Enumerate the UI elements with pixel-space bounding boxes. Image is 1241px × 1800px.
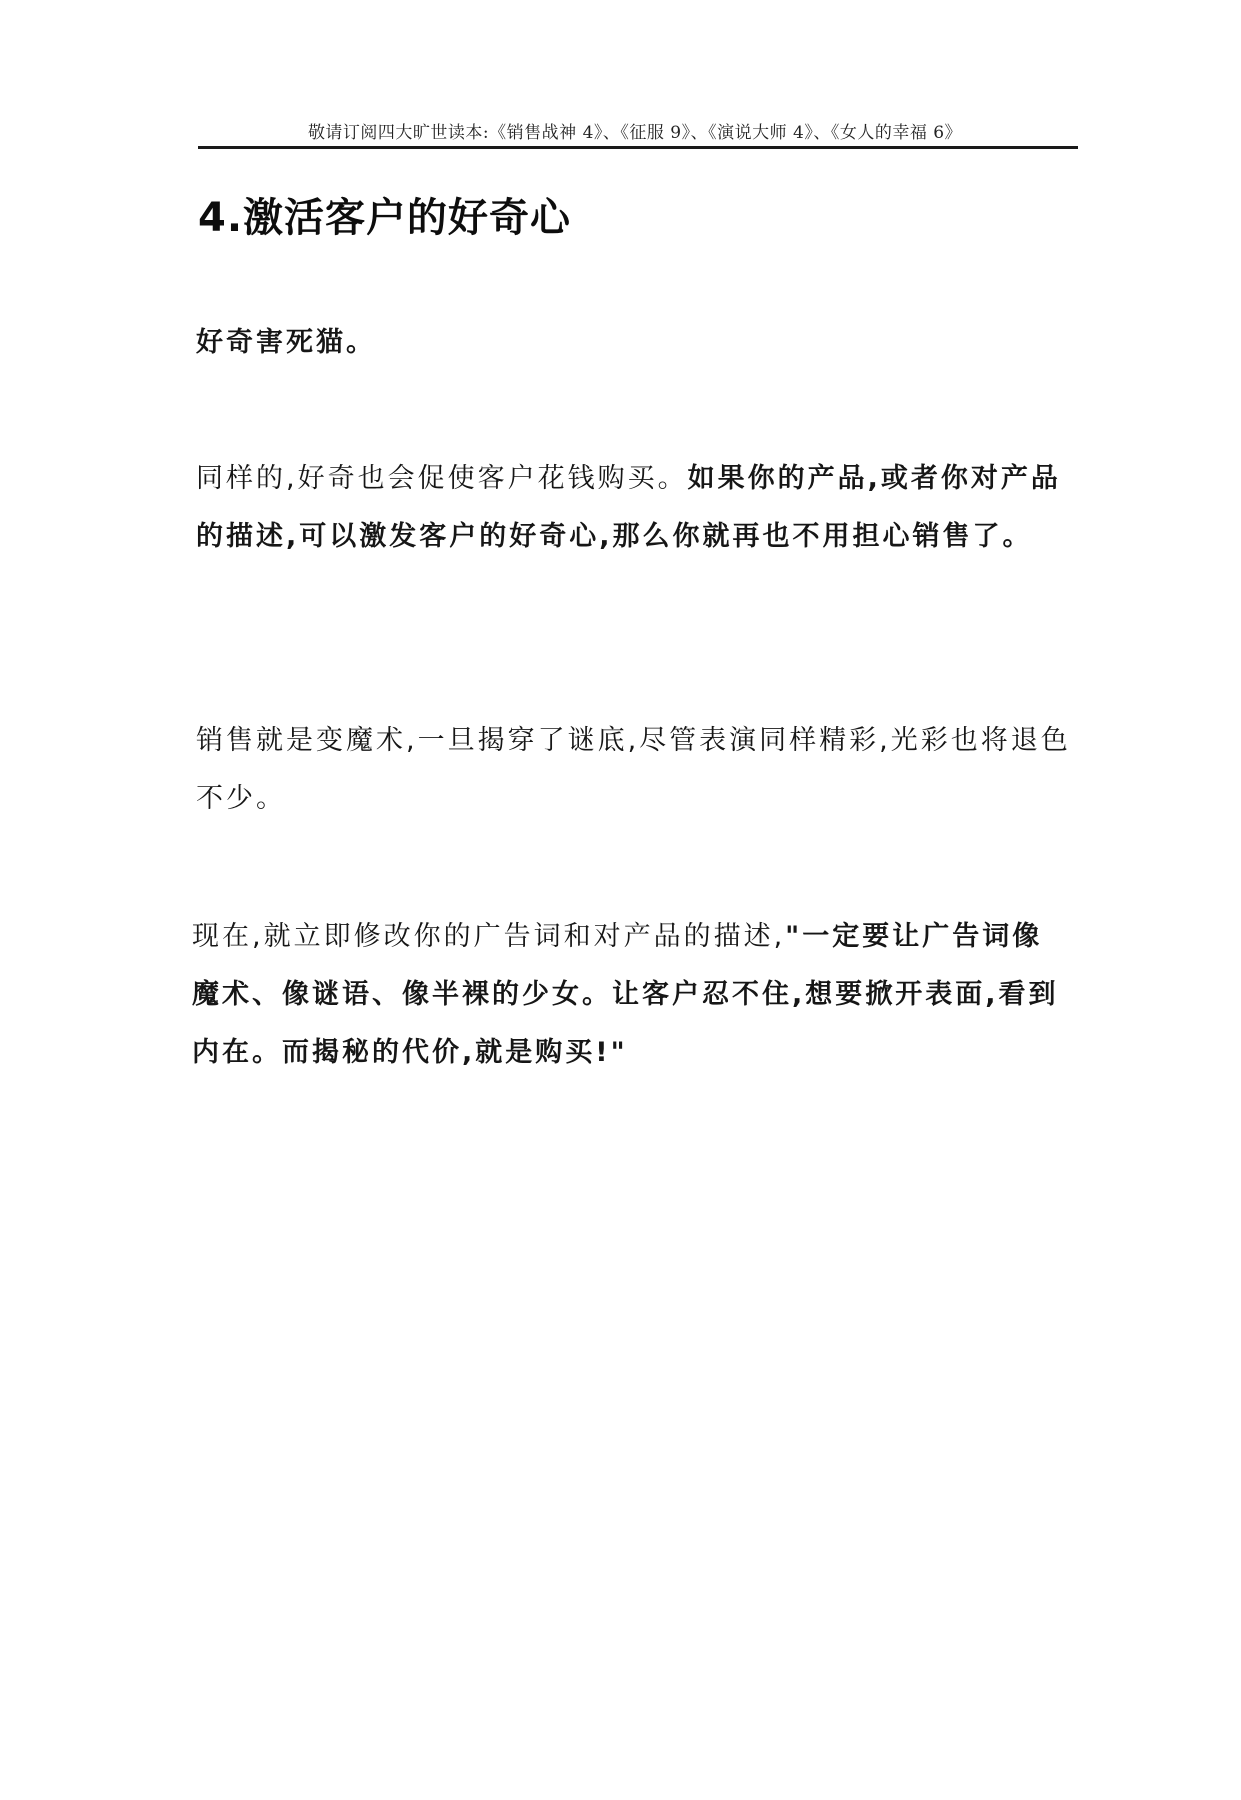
paragraph-1: 好奇害死猫。 [196,327,376,358]
paragraph-2-normal: 同样的,好奇也会促使客户花钱购买。 [196,463,688,494]
paragraph-4-bold: "一定要让广告词像魔术、像谜语、像半裸的少女。让客户忍不住,想要掀开表面,看到内在。而揭秘的代价,就是购买!" [192,921,1059,1068]
paragraph-2-bold: 如果你的产品,或者你对产品的描述,可以激发客户的好奇心,那么你就再也不用担心销售了。 [196,463,1061,552]
paragraph-4 [192,908,1072,1082]
paragraph-3: 销售就是变魔术,一旦揭穿了谜底,尽管表演同样精彩,光彩也将退色不少。 [196,725,1071,814]
running-header: 敬请订阅四大旷世读本:《销售战神 4》、《征服 9》、《演说大师 4》、《女人的幸福 6》 [307,123,963,143]
header-divider [198,146,1078,149]
paragraph-2 [196,450,1076,566]
paragraph-4-normal: 现在,就立即修改你的广告词和对产品的描述, [192,921,786,952]
section-title: 4.激活客户的好奇心 [198,195,572,241]
